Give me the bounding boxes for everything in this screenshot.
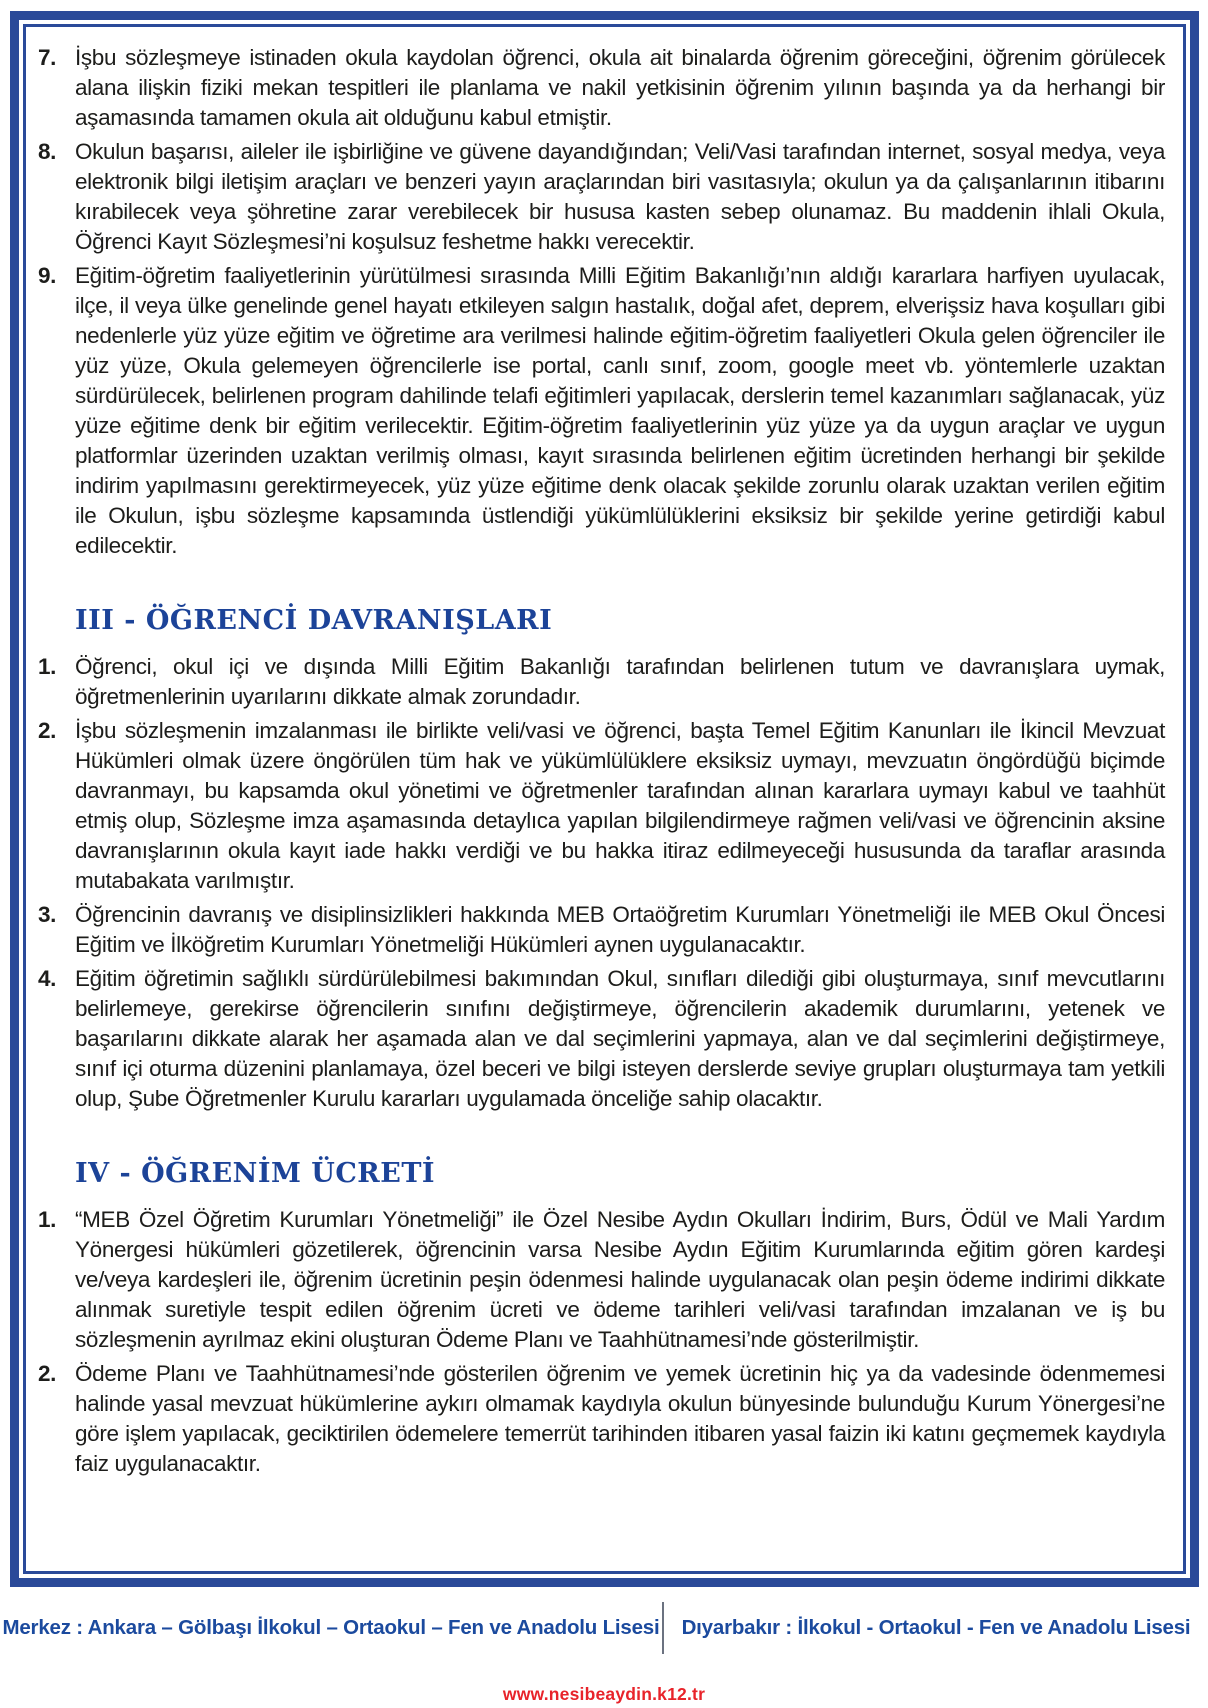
list-item-text: İşbu sözleşmenin imzalanması ile birlikte veli/vasi ve öğrenci, başta Temel Eğitim Kanunları ile İkincil Mevzuat Hükümleri olmak üzere öngörülen tüm hak ve yükümlülüklere eksiksiz uymayı, mevzuatın öngördüğü biçimde davranmayı, bu kapsamda okul yönetimi ve öğretmenler tarafından alınan kararlara uymayı kabul ve taahhüt etmiş olup, Sözleşme imza aşamasında detaylıca yapılan bilgilendirmeye rağmen veli/vasi ve öğrencinin aksine davranışlarının okula kayıt iade hakkı verdiği ve bu hakka itiraz edilmeyeceği hususunda da taraflar arasında mutabakata varılmıştır.: [75, 718, 1165, 893]
list-item-number: 3.: [38, 902, 57, 927]
list-item-number: 1.: [38, 654, 57, 679]
list-item: [38, 137, 1165, 257]
section-heading-tuition-fee: IV - ÖĞRENİM ÜCRETİ: [75, 1158, 436, 1189]
list-item-number: 2.: [38, 1361, 57, 1386]
website-url-row: [0, 1684, 1208, 1705]
campus-footer: [0, 1597, 1208, 1659]
list-item-number: 2.: [38, 718, 57, 743]
footer-campus-diyarbakir: Dıyarbakır : İlkokul - Ortaokul - Fen ve Anadolu Lisesi: [681, 1616, 1191, 1639]
list-item-text: Öğrenci, okul içi ve dışında Milli Eğitim Bakanlığı tarafından belirlenen tutum ve davranışlara uymak, öğretmenlerinin uyarılarını dikkate almak zorundadır.: [75, 654, 1165, 709]
list-item-text: Ödeme Planı ve Taahhütnamesi’nde gösterilen öğrenim ve yemek ücretinin hiç ya da vadesinde ödenmemesi halinde yasal mevzuat hükümlerine aykırı olmamak kaydıyla okulun bünyesinde bulunduğu Kurum Yönergesi’ne göre işlem yapılacak, geciktirilen ödemelere temerrüt tarihinden itibaren yasal faizin iki katını geçmemek kaydıyla faiz uygulanacaktır.: [75, 1361, 1165, 1476]
section-heading-student-behaviour: III - ÖĞRENCİ DAVRANIŞLARI: [75, 605, 553, 636]
list-item-text: Öğrencinin davranış ve disiplinsizlikleri hakkında MEB Ortaöğretim Kurumları Yönetmeliği ile MEB Okul Öncesi Eğitim ve İlköğretim Kurumları Yönetmeliği Hükümleri aynen uygulanacaktır.: [75, 902, 1165, 957]
list-item-text: Okulun başarısı, aileler ile işbirliğine ve güvene dayandığından; Veli/Vasi tarafından internet, sosyal medya, veya elektronik bilgi iletişim araçları ve benzeri yayın araçlarından biri vasıtasıyla; okulun ya da çalışanlarının itibarını kırabilecek veya şöhretine zarar verebilecek bir hususa kasten sebep olunamaz. Bu maddenin ihlali Okula, Öğrenci Kayıt Sözleşmesi’ni koşulsuz feshetme hakkı verecektir.: [75, 139, 1165, 254]
list-item-text: Eğitim öğretimin sağlıklı sürdürülebilmesi bakımından Okul, sınıfları dilediği gibi oluşturmaya, sınıf mevcutlarını belirlemeye, gerekirse öğrencilerin sınıfını değiştirmeye, öğrencilerin akademik durumlarını, yetenek ve başarılarını dikkate alarak her aşamada alan ve dal seçimlerini yapmaya, alan ve dal seçimlerini değiştirmeye, sınıf içi oturma düzenini planlamaya, özel beceri ve bilgi isteyen derslerde seviye grupları oluşturmaya tam yetkili olup, Şube Öğretmenler Kurulu kararları uygulamada önceliğe sahip olacaktır.: [75, 966, 1165, 1111]
list-item-number: 4.: [38, 966, 57, 991]
list-item: [38, 1359, 1165, 1479]
list-item-text: İşbu sözleşmeye istinaden okula kaydolan öğrenci, okula ait binalarda öğrenim göreceğini, öğrenim görülecek alana ilişkin fiziki mekan tespitleri ile planlama ve nakil yetkisinin öğrenim yılının başında ya da herhangi bir aşamasında tamamen okula ait olduğunu kabul etmiştir.: [75, 45, 1165, 130]
list-item: [38, 716, 1165, 896]
list-item-text: Eğitim-öğretim faaliyetlerinin yürütülmesi sırasında Milli Eğitim Bakanlığı’nın aldığı kararlara harfiyen uyulacak, ilçe, il veya ülke genelinde genel hayatı etkileyen salgın hastalık, doğal afet, deprem, elverişsiz hava koşulları gibi nedenlerle yüz yüze eğitim ve öğretime ara verilmesi halinde eğitim-öğretim faaliyetleri Okula gelen öğrenciler ile yüz yüze, Okula gelemeyen öğrencilerle ise portal, canlı sınıf, zoom, google meet vb. yöntemlerle uzaktan sürdürülecek, belirlenen program dahilinde telafi eğitimleri yapılacak, derslerin temel kazanımları sağlanacak, yüz yüze eğitime denk bir eğitim verilecektir. Eğitim-öğretim faaliyetlerinin yüz yüze ya da uygun araçlar ve uygun platformlar üzerinden uzaktan verilmiş olması, kayıt sırasında belirlenen eğitim ücretinden herhangi bir şekilde indirim yapılmasını gerektirmeyecek, yüz yüze eğitime denk olacak şekilde zorunlu olarak uzaktan verilen eğitim ile Okulun, işbu sözleşme kapsamında üstlendiği yükümlülüklerini eksiksiz bir şekilde yerine getirdiği kabul edilecektir.: [75, 263, 1165, 558]
list-item: [38, 1205, 1165, 1355]
website-url-link[interactable]: www.nesibeaydin.k12.tr: [502, 1684, 706, 1704]
list-item-number: 7.: [38, 45, 57, 70]
list-item: [38, 43, 1165, 133]
list-item: [38, 261, 1165, 561]
list-item: [38, 964, 1165, 1114]
content-area: [23, 24, 1186, 1574]
content-border-frame: [10, 11, 1199, 1587]
list-item: [38, 900, 1165, 960]
list-item-number: 8.: [38, 139, 57, 164]
footer-campus-merkez: Merkez : Ankara – Gölbaşı İlkokul – Ortaokul – Fen ve Anadolu Lisesi: [2, 1616, 660, 1639]
list-item-number: 1.: [38, 1207, 57, 1232]
list-item-number: 9.: [38, 263, 57, 288]
list-item-text: “MEB Özel Öğretim Kurumları Yönetmeliği” ile Özel Nesibe Aydın Okulları İndirim, Burs, Ödül ve Mali Yardım Yönergesi hükümleri gözetilerek, öğrencinin varsa Nesibe Aydın Eğitim Kurumlarında eğitim gören kardeşi ve/veya kardeşleri ile, öğrenim ücretinin peşin ödenmesi halinde uygulanacak olan peşin ödeme indirimi dikkate alınmak suretiyle tespit edilen öğrenim ücreti ve ödeme tarihleri veli/vasi tarafından imzalanan ve iş bu sözleşmenin ayrılmaz ekini oluşturan Ödeme Planı ve Taahhütnamesi’nde gösterilmiştir.: [75, 1207, 1165, 1352]
list-item: [38, 652, 1165, 712]
